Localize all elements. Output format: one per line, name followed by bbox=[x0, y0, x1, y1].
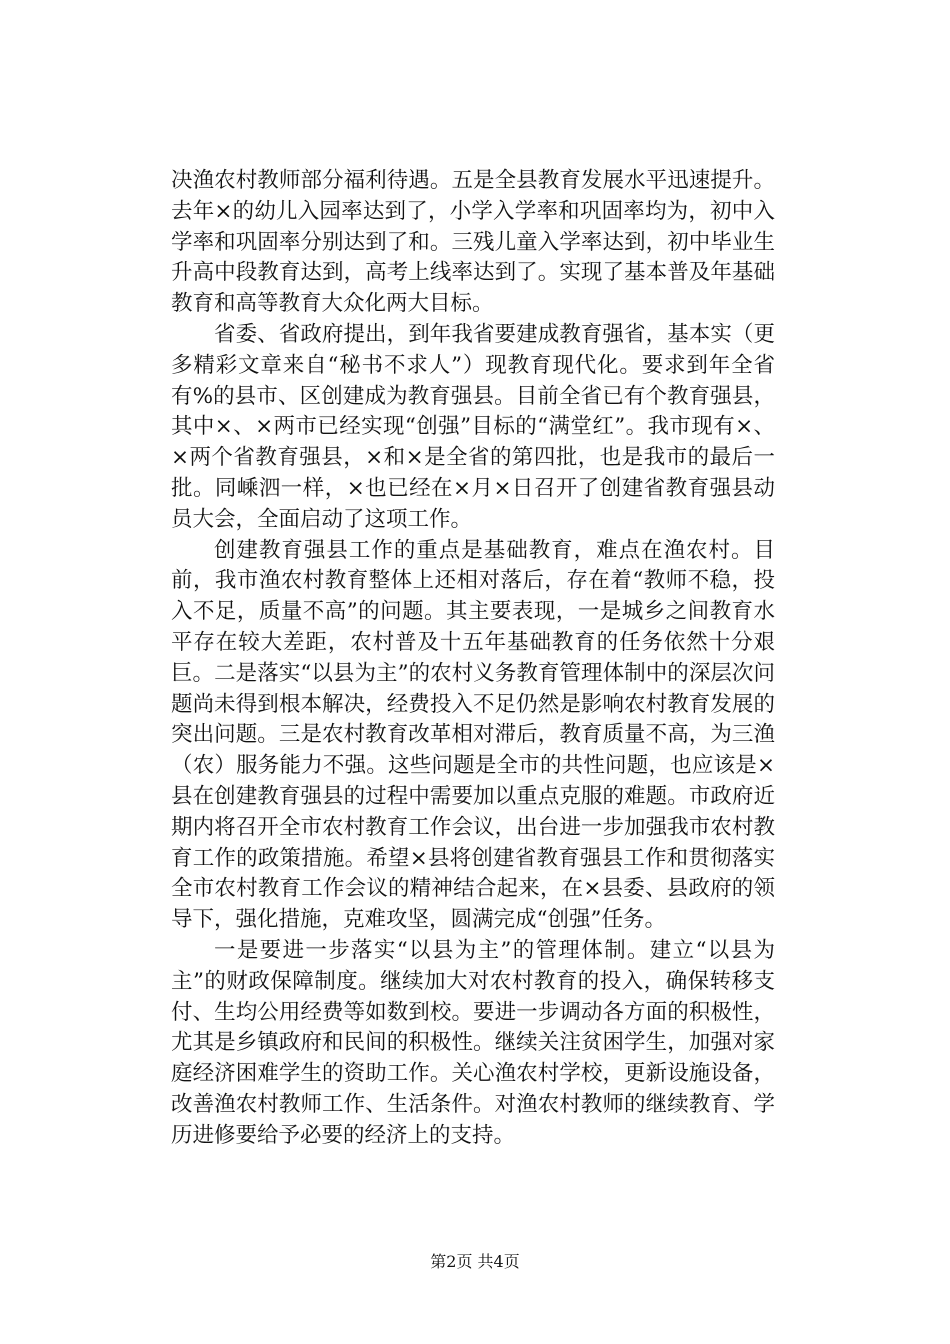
paragraph-4: 一是要进一步落实“以县为主”的管理体制。建立“以县为主”的财政保障制度。继续加大对农村教育的投入，确保转移支付、生均公用经费等如数到校。要进一步调动各方面的积极性，尤其是乡镇政府和民间的积极性。继续关注贫困学生，加强对家庭经济困难学生的资助工作。关心渔农村学校，更新设施设备，改善渔农村教师工作、生活条件。对渔农村教师的继续教育、学历进修要给予必要的经济上的支持。 bbox=[171, 937, 775, 1148]
page-number-label: 第2页 共4页 bbox=[430, 1252, 520, 1271]
paragraph-3: 创建教育强县工作的重点是基础教育，难点在渔农村。目前，我市渔农村教育整体上还相对落后，存在着“教师不稳，投入不足，质量不高”的问题。其主要表现，一是城乡之间教育水平存在较大差距，农村普及十五年基础教育的任务依然十分艰巨。二是落实“以县为主”的农村义务教育管理体制中的深层次问题尚未得到根本解决，经费投入不足仍然是影响农村教育发展的突出问题。三是农村教育改革相对滞后，教育质量不高，为三渔（农）服务能力不强。这些问题是全市的共性问题，也应该是×县在创建教育强县的过程中需要加以重点克服的难题。市政府近期内将召开全市农村教育工作会议，出台进一步加强我市农村教育工作的政策措施。希望×县将创建省教育强县工作和贯彻落实全市农村教育工作会议的精神结合起来，在×县委、县政府的领导下，强化措施，克难攻坚，圆满完成“创强”任务。 bbox=[171, 537, 775, 933]
paragraph-1: 决渔农村教师部分福利待遇。五是全县教育发展水平迅速提升。去年×的幼儿入园率达到了，小学入学率和巩固率均为，初中入学率和巩固率分别达到了和。三残儿童入学率达到，初中毕业生升高中段教育达到，高考上线率达到了。实现了基本普及年基础教育和高等教育大众化两大目标。 bbox=[171, 168, 775, 317]
paragraph-2: 省委、省政府提出，到年我省要建成教育强省，基本实（更多精彩文章来自“秘书不求人”）现教育现代化。要求到年全省有%的县市、区创建成为教育强县。目前全省已有个教育强县，其中×、×两市已经实现“创强”目标的“满堂红”。我市现有×、×两个省教育强县，×和×是全省的第四批，也是我市的最后一批。同嵊泗一样，×也已经在×月×日召开了创建省教育强县动员大会，全面启动了这项工作。 bbox=[171, 321, 775, 532]
page-footer bbox=[0, 1252, 950, 1272]
document-body bbox=[171, 166, 775, 1152]
